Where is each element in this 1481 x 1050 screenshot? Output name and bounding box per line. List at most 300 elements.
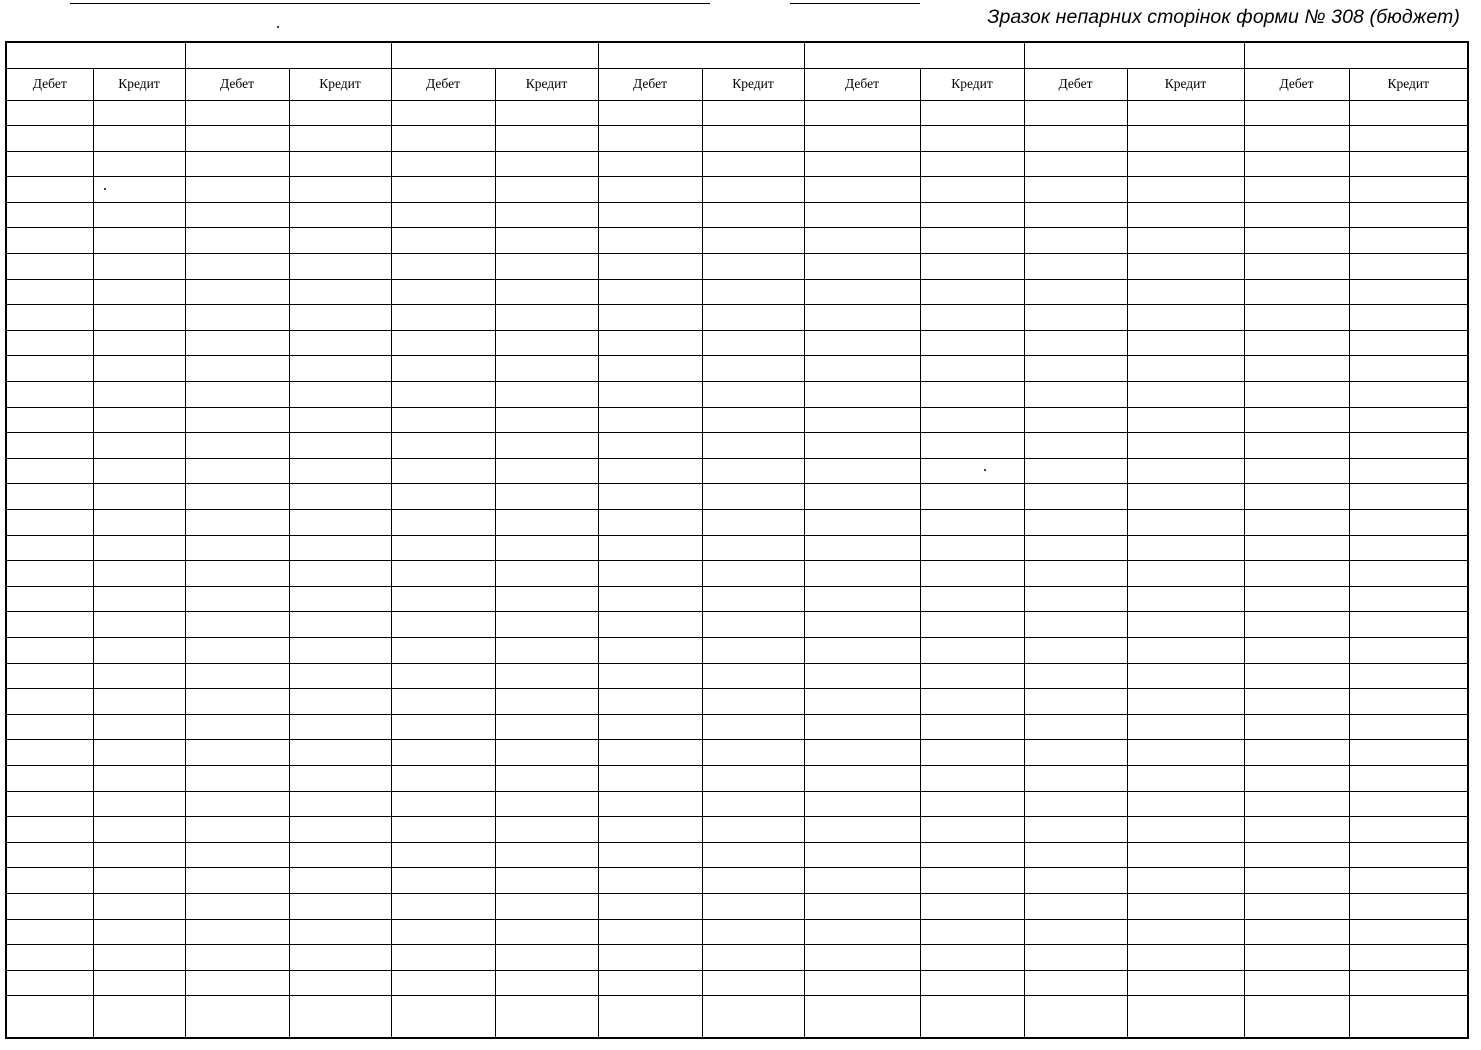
credit-entry-cell[interactable] <box>495 919 598 945</box>
debit-entry-cell[interactable] <box>1024 305 1127 331</box>
debit-entry-cell[interactable] <box>1244 458 1349 484</box>
credit-entry-cell[interactable] <box>1127 510 1244 536</box>
credit-entry-cell[interactable] <box>93 945 185 971</box>
credit-entry-cell[interactable] <box>495 791 598 817</box>
debit-entry-cell[interactable] <box>6 279 93 305</box>
credit-entry-cell[interactable] <box>1127 126 1244 152</box>
debit-entry-cell[interactable] <box>804 689 920 715</box>
credit-entry-cell[interactable] <box>1127 945 1244 971</box>
credit-entry-cell[interactable] <box>1349 765 1468 791</box>
credit-entry-cell[interactable] <box>1349 740 1468 766</box>
credit-entry-cell[interactable] <box>495 202 598 228</box>
credit-entry-cell[interactable] <box>702 740 804 766</box>
credit-entry-cell[interactable] <box>1127 586 1244 612</box>
credit-entry-cell[interactable] <box>1349 484 1468 510</box>
debit-entry-cell[interactable] <box>598 945 702 971</box>
debit-entry-cell[interactable] <box>1244 868 1349 894</box>
debit-entry-cell[interactable] <box>1024 484 1127 510</box>
credit-entry-cell[interactable] <box>93 484 185 510</box>
debit-entry-cell[interactable] <box>6 612 93 638</box>
debit-entry-cell[interactable] <box>185 305 289 331</box>
debit-entry-cell[interactable] <box>804 765 920 791</box>
credit-entry-cell[interactable] <box>702 817 804 843</box>
credit-entry-cell[interactable] <box>93 842 185 868</box>
debit-entry-cell[interactable] <box>185 151 289 177</box>
credit-entry-cell[interactable] <box>93 868 185 894</box>
credit-entry-cell[interactable] <box>702 714 804 740</box>
credit-entry-cell[interactable] <box>495 177 598 203</box>
debit-entry-cell[interactable] <box>6 151 93 177</box>
credit-entry-cell[interactable] <box>920 254 1024 280</box>
credit-entry-cell[interactable] <box>702 970 804 996</box>
credit-entry-cell[interactable] <box>289 151 391 177</box>
credit-entry-cell[interactable] <box>93 535 185 561</box>
credit-entry-cell[interactable] <box>702 126 804 152</box>
debit-entry-cell[interactable] <box>6 126 93 152</box>
credit-entry-cell[interactable] <box>93 254 185 280</box>
debit-entry-cell[interactable] <box>391 817 495 843</box>
debit-entry-cell[interactable] <box>1244 714 1349 740</box>
debit-entry-cell[interactable] <box>185 100 289 126</box>
credit-entry-cell[interactable] <box>702 663 804 689</box>
debit-entry-cell[interactable] <box>1244 996 1349 1038</box>
debit-entry-cell[interactable] <box>1024 945 1127 971</box>
debit-entry-cell[interactable] <box>804 868 920 894</box>
credit-entry-cell[interactable] <box>289 356 391 382</box>
credit-entry-cell[interactable] <box>920 637 1024 663</box>
debit-entry-cell[interactable] <box>391 356 495 382</box>
credit-entry-cell[interactable] <box>702 765 804 791</box>
debit-entry-cell[interactable] <box>391 305 495 331</box>
debit-entry-cell[interactable] <box>804 126 920 152</box>
debit-entry-cell[interactable] <box>6 433 93 459</box>
debit-entry-cell[interactable] <box>1024 817 1127 843</box>
debit-entry-cell[interactable] <box>6 330 93 356</box>
debit-entry-cell[interactable] <box>1024 970 1127 996</box>
debit-entry-cell[interactable] <box>598 970 702 996</box>
credit-entry-cell[interactable] <box>920 561 1024 587</box>
debit-entry-cell[interactable] <box>185 433 289 459</box>
debit-entry-cell[interactable] <box>1024 279 1127 305</box>
credit-entry-cell[interactable] <box>920 945 1024 971</box>
debit-entry-cell[interactable] <box>1244 279 1349 305</box>
credit-entry-cell[interactable] <box>1127 817 1244 843</box>
credit-entry-cell[interactable] <box>495 100 598 126</box>
credit-entry-cell[interactable] <box>495 689 598 715</box>
credit-entry-cell[interactable] <box>702 330 804 356</box>
debit-entry-cell[interactable] <box>391 868 495 894</box>
credit-entry-cell[interactable] <box>1349 945 1468 971</box>
credit-entry-cell[interactable] <box>702 791 804 817</box>
credit-entry-cell[interactable] <box>495 484 598 510</box>
debit-entry-cell[interactable] <box>1244 945 1349 971</box>
credit-entry-cell[interactable] <box>1127 279 1244 305</box>
credit-entry-cell[interactable] <box>93 356 185 382</box>
debit-entry-cell[interactable] <box>6 970 93 996</box>
debit-entry-cell[interactable] <box>804 279 920 305</box>
debit-entry-cell[interactable] <box>391 433 495 459</box>
debit-entry-cell[interactable] <box>804 586 920 612</box>
credit-entry-cell[interactable] <box>289 484 391 510</box>
credit-entry-cell[interactable] <box>1127 919 1244 945</box>
debit-entry-cell[interactable] <box>6 254 93 280</box>
debit-entry-cell[interactable] <box>6 228 93 254</box>
debit-entry-cell[interactable] <box>6 510 93 536</box>
credit-entry-cell[interactable] <box>1127 330 1244 356</box>
debit-entry-cell[interactable] <box>804 151 920 177</box>
debit-entry-cell[interactable] <box>598 151 702 177</box>
credit-entry-cell[interactable] <box>702 996 804 1038</box>
debit-entry-cell[interactable] <box>391 279 495 305</box>
credit-entry-cell[interactable] <box>495 126 598 152</box>
debit-entry-cell[interactable] <box>1244 740 1349 766</box>
credit-entry-cell[interactable] <box>920 689 1024 715</box>
credit-entry-cell[interactable] <box>289 637 391 663</box>
credit-entry-cell[interactable] <box>495 382 598 408</box>
debit-entry-cell[interactable] <box>6 740 93 766</box>
credit-entry-cell[interactable] <box>1127 151 1244 177</box>
credit-entry-cell[interactable] <box>702 637 804 663</box>
debit-entry-cell[interactable] <box>1024 458 1127 484</box>
debit-entry-cell[interactable] <box>598 126 702 152</box>
debit-entry-cell[interactable] <box>1024 561 1127 587</box>
credit-entry-cell[interactable] <box>920 407 1024 433</box>
debit-entry-cell[interactable] <box>6 791 93 817</box>
credit-entry-cell[interactable] <box>93 330 185 356</box>
debit-entry-cell[interactable] <box>1244 407 1349 433</box>
credit-entry-cell[interactable] <box>1349 433 1468 459</box>
debit-entry-cell[interactable] <box>598 714 702 740</box>
debit-entry-cell[interactable] <box>185 586 289 612</box>
credit-entry-cell[interactable] <box>495 970 598 996</box>
credit-entry-cell[interactable] <box>1349 228 1468 254</box>
credit-entry-cell[interactable] <box>1349 637 1468 663</box>
credit-entry-cell[interactable] <box>1349 689 1468 715</box>
debit-entry-cell[interactable] <box>1024 177 1127 203</box>
credit-entry-cell[interactable] <box>495 151 598 177</box>
credit-entry-cell[interactable] <box>289 970 391 996</box>
debit-entry-cell[interactable] <box>804 305 920 331</box>
credit-entry-cell[interactable] <box>920 151 1024 177</box>
debit-entry-cell[interactable] <box>804 407 920 433</box>
debit-entry-cell[interactable] <box>6 100 93 126</box>
credit-entry-cell[interactable] <box>289 689 391 715</box>
debit-entry-cell[interactable] <box>391 996 495 1038</box>
credit-entry-cell[interactable] <box>702 612 804 638</box>
credit-entry-cell[interactable] <box>93 202 185 228</box>
debit-entry-cell[interactable] <box>598 458 702 484</box>
credit-entry-cell[interactable] <box>289 433 391 459</box>
debit-entry-cell[interactable] <box>804 740 920 766</box>
debit-entry-cell[interactable] <box>6 893 93 919</box>
debit-entry-cell[interactable] <box>598 100 702 126</box>
debit-entry-cell[interactable] <box>391 458 495 484</box>
credit-entry-cell[interactable] <box>920 612 1024 638</box>
debit-entry-cell[interactable] <box>1024 382 1127 408</box>
debit-entry-cell[interactable] <box>804 228 920 254</box>
credit-entry-cell[interactable] <box>920 177 1024 203</box>
credit-entry-cell[interactable] <box>702 458 804 484</box>
debit-entry-cell[interactable] <box>1244 305 1349 331</box>
debit-entry-cell[interactable] <box>1024 254 1127 280</box>
debit-entry-cell[interactable] <box>1244 765 1349 791</box>
credit-entry-cell[interactable] <box>289 996 391 1038</box>
debit-entry-cell[interactable] <box>185 817 289 843</box>
credit-entry-cell[interactable] <box>702 945 804 971</box>
debit-entry-cell[interactable] <box>1024 330 1127 356</box>
debit-entry-cell[interactable] <box>804 458 920 484</box>
debit-entry-cell[interactable] <box>1024 842 1127 868</box>
credit-entry-cell[interactable] <box>289 561 391 587</box>
credit-entry-cell[interactable] <box>1127 561 1244 587</box>
debit-entry-cell[interactable] <box>185 893 289 919</box>
credit-entry-cell[interactable] <box>93 458 185 484</box>
credit-entry-cell[interactable] <box>1127 970 1244 996</box>
debit-entry-cell[interactable] <box>185 202 289 228</box>
credit-entry-cell[interactable] <box>495 612 598 638</box>
credit-entry-cell[interactable] <box>1127 228 1244 254</box>
debit-entry-cell[interactable] <box>1024 689 1127 715</box>
debit-entry-cell[interactable] <box>1244 535 1349 561</box>
credit-entry-cell[interactable] <box>920 586 1024 612</box>
credit-entry-cell[interactable] <box>1349 868 1468 894</box>
debit-entry-cell[interactable] <box>598 356 702 382</box>
credit-entry-cell[interactable] <box>920 996 1024 1038</box>
credit-entry-cell[interactable] <box>289 458 391 484</box>
credit-entry-cell[interactable] <box>495 637 598 663</box>
debit-entry-cell[interactable] <box>6 637 93 663</box>
debit-entry-cell[interactable] <box>1024 228 1127 254</box>
credit-entry-cell[interactable] <box>495 765 598 791</box>
credit-entry-cell[interactable] <box>495 740 598 766</box>
debit-entry-cell[interactable] <box>6 842 93 868</box>
debit-entry-cell[interactable] <box>598 996 702 1038</box>
credit-entry-cell[interactable] <box>93 996 185 1038</box>
credit-entry-cell[interactable] <box>495 356 598 382</box>
credit-entry-cell[interactable] <box>289 382 391 408</box>
credit-entry-cell[interactable] <box>93 765 185 791</box>
debit-entry-cell[interactable] <box>1244 612 1349 638</box>
debit-entry-cell[interactable] <box>6 586 93 612</box>
debit-entry-cell[interactable] <box>185 382 289 408</box>
credit-entry-cell[interactable] <box>93 612 185 638</box>
credit-entry-cell[interactable] <box>702 893 804 919</box>
debit-entry-cell[interactable] <box>6 177 93 203</box>
credit-entry-cell[interactable] <box>289 586 391 612</box>
debit-entry-cell[interactable] <box>1244 382 1349 408</box>
credit-entry-cell[interactable] <box>495 714 598 740</box>
debit-entry-cell[interactable] <box>804 433 920 459</box>
debit-entry-cell[interactable] <box>6 663 93 689</box>
debit-entry-cell[interactable] <box>6 765 93 791</box>
debit-entry-cell[interactable] <box>391 637 495 663</box>
credit-entry-cell[interactable] <box>495 458 598 484</box>
credit-entry-cell[interactable] <box>1127 740 1244 766</box>
credit-entry-cell[interactable] <box>289 945 391 971</box>
credit-entry-cell[interactable] <box>289 126 391 152</box>
debit-entry-cell[interactable] <box>1244 356 1349 382</box>
credit-entry-cell[interactable] <box>1349 177 1468 203</box>
debit-entry-cell[interactable] <box>391 740 495 766</box>
debit-entry-cell[interactable] <box>1024 100 1127 126</box>
credit-entry-cell[interactable] <box>93 791 185 817</box>
credit-entry-cell[interactable] <box>1349 893 1468 919</box>
debit-entry-cell[interactable] <box>804 970 920 996</box>
credit-entry-cell[interactable] <box>289 305 391 331</box>
debit-entry-cell[interactable] <box>391 945 495 971</box>
debit-entry-cell[interactable] <box>6 535 93 561</box>
debit-entry-cell[interactable] <box>6 458 93 484</box>
debit-entry-cell[interactable] <box>804 254 920 280</box>
credit-entry-cell[interactable] <box>1127 765 1244 791</box>
debit-entry-cell[interactable] <box>804 535 920 561</box>
credit-entry-cell[interactable] <box>1349 254 1468 280</box>
credit-entry-cell[interactable] <box>1349 791 1468 817</box>
credit-entry-cell[interactable] <box>93 893 185 919</box>
debit-entry-cell[interactable] <box>804 382 920 408</box>
credit-entry-cell[interactable] <box>702 177 804 203</box>
credit-entry-cell[interactable] <box>702 279 804 305</box>
debit-entry-cell[interactable] <box>6 945 93 971</box>
debit-entry-cell[interactable] <box>1244 202 1349 228</box>
debit-entry-cell[interactable] <box>1244 817 1349 843</box>
debit-entry-cell[interactable] <box>598 202 702 228</box>
debit-entry-cell[interactable] <box>391 254 495 280</box>
debit-entry-cell[interactable] <box>185 842 289 868</box>
debit-entry-cell[interactable] <box>185 919 289 945</box>
credit-entry-cell[interactable] <box>1349 817 1468 843</box>
debit-entry-cell[interactable] <box>6 484 93 510</box>
credit-entry-cell[interactable] <box>1127 177 1244 203</box>
debit-entry-cell[interactable] <box>6 919 93 945</box>
debit-entry-cell[interactable] <box>185 740 289 766</box>
debit-entry-cell[interactable] <box>804 612 920 638</box>
credit-entry-cell[interactable] <box>93 279 185 305</box>
credit-entry-cell[interactable] <box>920 791 1024 817</box>
debit-entry-cell[interactable] <box>804 714 920 740</box>
debit-entry-cell[interactable] <box>1024 356 1127 382</box>
credit-entry-cell[interactable] <box>93 689 185 715</box>
credit-entry-cell[interactable] <box>93 714 185 740</box>
debit-entry-cell[interactable] <box>1024 510 1127 536</box>
credit-entry-cell[interactable] <box>495 996 598 1038</box>
credit-entry-cell[interactable] <box>1127 458 1244 484</box>
credit-entry-cell[interactable] <box>93 126 185 152</box>
debit-entry-cell[interactable] <box>391 535 495 561</box>
credit-entry-cell[interactable] <box>1127 356 1244 382</box>
credit-entry-cell[interactable] <box>93 151 185 177</box>
debit-entry-cell[interactable] <box>391 561 495 587</box>
credit-entry-cell[interactable] <box>93 663 185 689</box>
debit-entry-cell[interactable] <box>598 484 702 510</box>
credit-entry-cell[interactable] <box>289 510 391 536</box>
debit-entry-cell[interactable] <box>1244 126 1349 152</box>
credit-entry-cell[interactable] <box>1127 535 1244 561</box>
credit-entry-cell[interactable] <box>495 663 598 689</box>
debit-entry-cell[interactable] <box>598 177 702 203</box>
debit-entry-cell[interactable] <box>391 970 495 996</box>
debit-entry-cell[interactable] <box>1244 842 1349 868</box>
debit-entry-cell[interactable] <box>391 228 495 254</box>
credit-entry-cell[interactable] <box>93 382 185 408</box>
debit-entry-cell[interactable] <box>185 612 289 638</box>
credit-entry-cell[interactable] <box>1127 305 1244 331</box>
debit-entry-cell[interactable] <box>804 996 920 1038</box>
debit-entry-cell[interactable] <box>391 765 495 791</box>
credit-entry-cell[interactable] <box>289 868 391 894</box>
credit-entry-cell[interactable] <box>93 433 185 459</box>
debit-entry-cell[interactable] <box>1024 740 1127 766</box>
credit-entry-cell[interactable] <box>1127 254 1244 280</box>
debit-entry-cell[interactable] <box>598 330 702 356</box>
credit-entry-cell[interactable] <box>920 919 1024 945</box>
debit-entry-cell[interactable] <box>391 612 495 638</box>
debit-entry-cell[interactable] <box>185 279 289 305</box>
credit-entry-cell[interactable] <box>920 202 1024 228</box>
debit-entry-cell[interactable] <box>391 791 495 817</box>
debit-entry-cell[interactable] <box>598 561 702 587</box>
debit-entry-cell[interactable] <box>1024 663 1127 689</box>
credit-entry-cell[interactable] <box>495 254 598 280</box>
debit-entry-cell[interactable] <box>1244 561 1349 587</box>
debit-entry-cell[interactable] <box>1244 637 1349 663</box>
debit-entry-cell[interactable] <box>185 177 289 203</box>
credit-entry-cell[interactable] <box>93 100 185 126</box>
credit-entry-cell[interactable] <box>1127 893 1244 919</box>
debit-entry-cell[interactable] <box>185 510 289 536</box>
debit-entry-cell[interactable] <box>185 868 289 894</box>
credit-entry-cell[interactable] <box>495 561 598 587</box>
credit-entry-cell[interactable] <box>289 279 391 305</box>
debit-entry-cell[interactable] <box>1024 637 1127 663</box>
debit-entry-cell[interactable] <box>804 330 920 356</box>
credit-entry-cell[interactable] <box>702 356 804 382</box>
credit-entry-cell[interactable] <box>93 228 185 254</box>
debit-entry-cell[interactable] <box>6 202 93 228</box>
debit-entry-cell[interactable] <box>185 765 289 791</box>
credit-entry-cell[interactable] <box>920 740 1024 766</box>
credit-entry-cell[interactable] <box>920 893 1024 919</box>
debit-entry-cell[interactable] <box>598 791 702 817</box>
credit-entry-cell[interactable] <box>1127 714 1244 740</box>
credit-entry-cell[interactable] <box>702 382 804 408</box>
credit-entry-cell[interactable] <box>289 612 391 638</box>
debit-entry-cell[interactable] <box>804 945 920 971</box>
credit-entry-cell[interactable] <box>702 586 804 612</box>
debit-entry-cell[interactable] <box>598 254 702 280</box>
credit-entry-cell[interactable] <box>289 177 391 203</box>
debit-entry-cell[interactable] <box>804 561 920 587</box>
debit-entry-cell[interactable] <box>1244 484 1349 510</box>
credit-entry-cell[interactable] <box>1349 279 1468 305</box>
credit-entry-cell[interactable] <box>93 510 185 536</box>
credit-entry-cell[interactable] <box>702 484 804 510</box>
debit-entry-cell[interactable] <box>1244 919 1349 945</box>
debit-entry-cell[interactable] <box>1024 996 1127 1038</box>
credit-entry-cell[interactable] <box>93 919 185 945</box>
credit-entry-cell[interactable] <box>289 100 391 126</box>
debit-entry-cell[interactable] <box>391 151 495 177</box>
credit-entry-cell[interactable] <box>920 330 1024 356</box>
debit-entry-cell[interactable] <box>598 689 702 715</box>
debit-entry-cell[interactable] <box>598 637 702 663</box>
credit-entry-cell[interactable] <box>289 893 391 919</box>
credit-entry-cell[interactable] <box>920 433 1024 459</box>
credit-entry-cell[interactable] <box>495 535 598 561</box>
credit-entry-cell[interactable] <box>920 817 1024 843</box>
debit-entry-cell[interactable] <box>185 689 289 715</box>
debit-entry-cell[interactable] <box>1024 765 1127 791</box>
